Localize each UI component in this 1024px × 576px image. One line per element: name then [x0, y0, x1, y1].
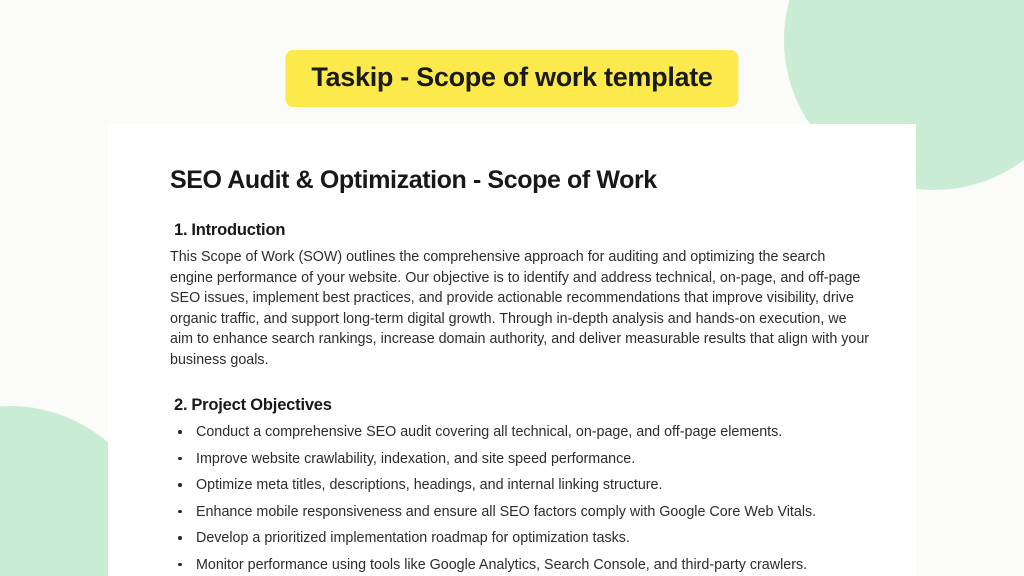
section-heading-introduction — [174, 221, 870, 240]
section-heading-project-objectives — [174, 396, 870, 415]
list-item: Develop a prioritized implementation roadmap for optimization tasks. — [170, 528, 870, 548]
section-project-objectives — [170, 396, 870, 575]
section-number: 2. — [174, 396, 188, 414]
list-item: Optimize meta titles, descriptions, headings, and internal linking structure. — [170, 475, 870, 495]
document-heading: SEO Audit & Optimization - Scope of Work — [170, 166, 657, 194]
list-item: Conduct a comprehensive SEO audit covering all technical, on-page, and off-page elements. — [170, 422, 870, 442]
list-item: Enhance mobile responsiveness and ensure all SEO factors comply with Google Core Web Vitals. — [170, 502, 870, 522]
section-introduction — [170, 221, 870, 370]
objectives-list — [170, 422, 870, 575]
document-sheet — [108, 124, 916, 576]
section-title: Introduction — [191, 221, 286, 239]
list-item: Monitor performance using tools like Google Analytics, Search Console, and third-party crawlers. — [170, 555, 870, 575]
section-number: 1. — [174, 221, 188, 239]
template-title-badge: Taskip - Scope of work template — [285, 50, 738, 107]
list-item: Improve website crawlability, indexation, and site speed performance. — [170, 449, 870, 469]
introduction-paragraph: This Scope of Work (SOW) outlines the comprehensive approach for auditing and optimizing the search engine performance of your website. Our objective is to identify and address technical, on-page, and off-page SEO issues, implement best practices, and provide actionable recommendations that improve visibility, drive organic traffic, and support long-term digital growth. Through in-depth analysis and hands-on execution, we aim to enhance search rankings, increase domain authority, and deliver measurable results that align with your business goals. — [170, 249, 870, 368]
section-title: Project Objectives — [191, 396, 332, 414]
